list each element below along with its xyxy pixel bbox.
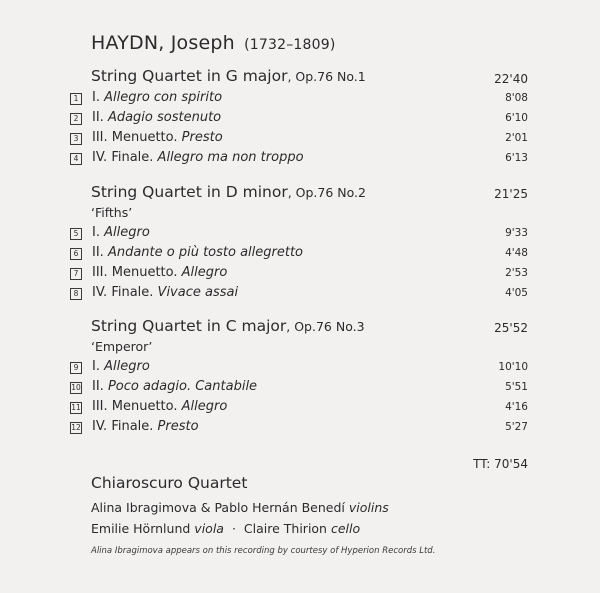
track-number-box: 11 bbox=[71, 403, 81, 412]
work-opus: , Op.76 No.3 bbox=[286, 319, 365, 334]
track-movement: III. Menuetto. bbox=[92, 399, 182, 414]
track-title bbox=[92, 285, 238, 300]
work-title bbox=[91, 317, 365, 335]
track-row bbox=[70, 399, 530, 417]
track-movement: IV. Finale. bbox=[92, 150, 158, 165]
track-duration: 4'05 bbox=[505, 287, 528, 299]
track-tempo: Presto bbox=[157, 419, 199, 434]
track-movement: III. Menuetto. bbox=[92, 130, 182, 145]
work-title-text: String Quartet in C major bbox=[91, 317, 287, 335]
track-duration: 6'10 bbox=[505, 112, 528, 124]
track-tempo: Allegro bbox=[181, 399, 228, 414]
work-title bbox=[91, 183, 366, 201]
track-duration: 6'13 bbox=[505, 152, 528, 164]
track-tempo: Allegro bbox=[181, 265, 228, 280]
work-nickname: ‘Emperor’ bbox=[91, 339, 153, 354]
track-title bbox=[92, 265, 227, 280]
track-title bbox=[92, 90, 222, 105]
track-duration: 5'51 bbox=[505, 381, 528, 393]
work-total-duration: 22'40 bbox=[494, 72, 528, 86]
track-number-box: 9 bbox=[70, 362, 82, 374]
track-tempo: Presto bbox=[181, 130, 223, 145]
track-number-box: 10 bbox=[71, 383, 81, 392]
track-movement: II. bbox=[92, 245, 108, 260]
track-tempo: Allegro ma non troppo bbox=[157, 150, 304, 165]
track-movement: I. bbox=[92, 90, 105, 105]
track-movement: II. bbox=[92, 379, 108, 394]
track-number-box: 8 bbox=[70, 288, 82, 300]
performer-role: cello bbox=[330, 521, 361, 536]
track-row bbox=[70, 130, 530, 148]
track-number-box: 5 bbox=[70, 228, 82, 240]
track-title bbox=[92, 130, 223, 145]
total-time: TT: 70'54 bbox=[473, 457, 528, 471]
credit-note: Alina Ibragimova appears on this recording by courtesy of Hyperion Records Ltd. bbox=[91, 546, 436, 556]
composer-heading bbox=[91, 32, 336, 54]
track-title bbox=[92, 359, 150, 374]
performers-line-2 bbox=[91, 521, 360, 536]
track-movement: I. bbox=[92, 225, 105, 240]
work-total-duration: 21'25 bbox=[494, 187, 528, 201]
track-row bbox=[70, 265, 530, 283]
track-number-box: 6 bbox=[70, 248, 82, 260]
track-number-box: 7 bbox=[70, 268, 82, 280]
track-duration: 4'16 bbox=[505, 401, 528, 413]
track-title bbox=[92, 399, 227, 414]
track-number-box: 3 bbox=[70, 133, 82, 145]
work-title bbox=[91, 67, 366, 85]
track-tempo: Adagio sostenuto bbox=[107, 110, 222, 125]
performer-name: Emilie Hörnlund bbox=[91, 521, 191, 536]
track-movement: IV. Finale. bbox=[92, 419, 158, 434]
work-nickname: ‘Fifths’ bbox=[91, 205, 133, 220]
performer-names: Alina Ibragimova & Pablo Hernán Benedí bbox=[91, 500, 345, 515]
track-row bbox=[70, 359, 530, 377]
track-title bbox=[92, 379, 257, 394]
track-movement: I. bbox=[92, 359, 105, 374]
performers-line-1 bbox=[91, 500, 389, 515]
work-opus: , Op.76 No.1 bbox=[287, 69, 366, 84]
track-title bbox=[92, 150, 304, 165]
work-opus: , Op.76 No.2 bbox=[287, 185, 366, 200]
track-row bbox=[70, 110, 530, 128]
track-tempo: Allegro bbox=[104, 225, 150, 240]
composer-name: HAYDN, Joseph bbox=[91, 32, 235, 54]
track-duration: 4'48 bbox=[505, 247, 528, 259]
track-title bbox=[92, 245, 303, 260]
work-total-duration: 25'52 bbox=[494, 321, 528, 335]
performer-role: violins bbox=[348, 500, 389, 515]
performer-name: Claire Thirion bbox=[243, 521, 327, 536]
track-tempo: Allegro con spirito bbox=[104, 90, 223, 105]
track-duration: 9'33 bbox=[505, 227, 528, 239]
track-tempo: Andante o più tosto allegretto bbox=[107, 245, 304, 260]
track-row bbox=[70, 419, 530, 437]
track-movement: II. bbox=[92, 110, 108, 125]
ensemble-name: Chiaroscuro Quartet bbox=[91, 474, 248, 492]
track-movement: III. Menuetto. bbox=[92, 265, 182, 280]
performer-role: viola bbox=[194, 521, 224, 536]
track-duration: 10'10 bbox=[498, 361, 528, 373]
track-title bbox=[92, 225, 150, 240]
track-tempo: Vivace assai bbox=[157, 285, 239, 300]
track-duration: 2'01 bbox=[505, 132, 528, 144]
track-tempo: Allegro bbox=[104, 359, 150, 374]
track-duration: 8'08 bbox=[505, 92, 528, 104]
track-row bbox=[70, 150, 530, 168]
track-number-box: 1 bbox=[70, 93, 82, 105]
track-movement: IV. Finale. bbox=[92, 285, 158, 300]
track-row bbox=[70, 379, 530, 397]
track-row bbox=[70, 285, 530, 303]
track-duration: 5'27 bbox=[505, 421, 528, 433]
composer-dates: (1732–1809) bbox=[244, 37, 336, 53]
track-number-box: 2 bbox=[70, 113, 82, 125]
track-duration: 2'53 bbox=[505, 267, 528, 279]
track-number-box: 12 bbox=[71, 423, 81, 432]
track-title bbox=[92, 110, 221, 125]
track-title bbox=[92, 419, 199, 434]
track-row bbox=[70, 225, 530, 243]
separator-dot: · bbox=[231, 521, 236, 536]
work-title-text: String Quartet in G major bbox=[91, 67, 288, 85]
work-title-text: String Quartet in D minor bbox=[91, 183, 288, 201]
track-tempo: Poco adagio. Cantabile bbox=[107, 379, 258, 394]
track-row bbox=[70, 245, 530, 263]
track-row bbox=[70, 90, 530, 108]
track-number-box: 4 bbox=[70, 153, 82, 165]
